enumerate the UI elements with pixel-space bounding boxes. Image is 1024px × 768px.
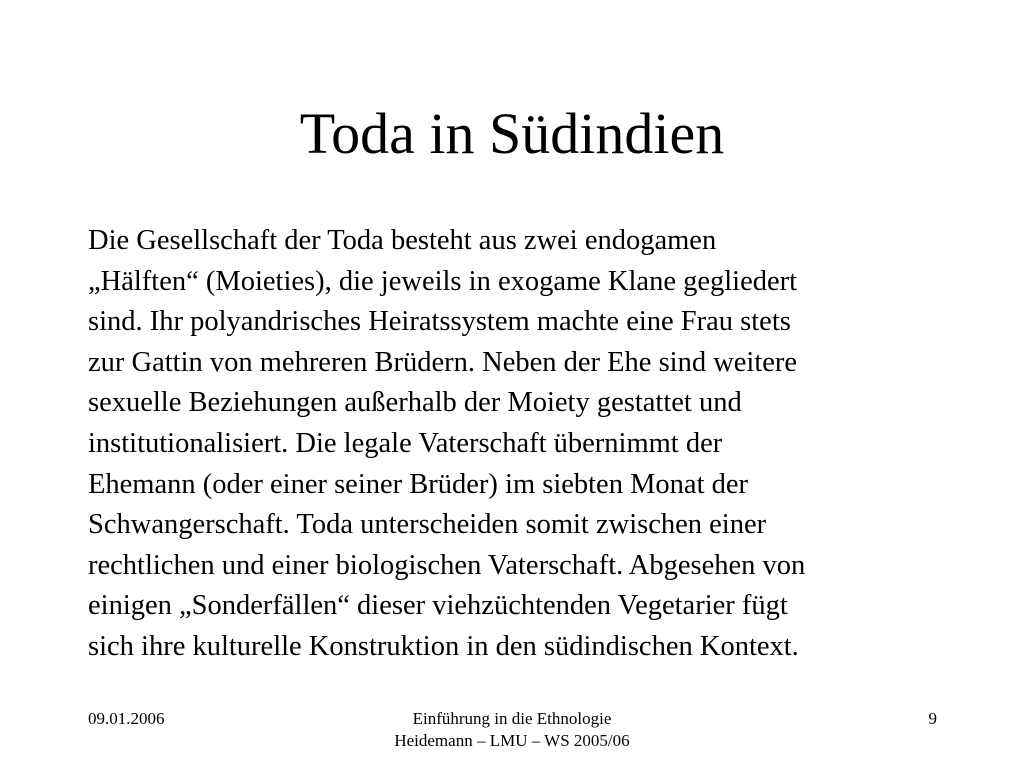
body-line: „Hälften“ (Moieties), die jeweils in exogame Klane gegliedert <box>88 265 798 297</box>
slide-body-text <box>88 221 968 668</box>
body-line: sexuelle Beziehungen außerhalb der Moiety gestattet und <box>88 387 742 419</box>
body-line: Die Gesellschaft der Toda besteht aus zwei endogamen <box>88 225 717 256</box>
footer-date: 09.01.2006 <box>88 709 165 728</box>
body-line: sich ihre kulturelle Konstruktion in den südindischen Kontext. <box>88 630 799 662</box>
footer-course-title: Einführung in die Ethnologie <box>412 709 612 728</box>
slide-title: Toda in Südindien <box>299 101 725 166</box>
body-line: Ehemann (oder einer seiner Brüder) im siebten Monat der <box>88 468 749 500</box>
body-line: rechtlichen und einer biologischen Vaterschaft. Abgesehen von <box>88 549 806 581</box>
body-line: institutionalisiert. Die legale Vaterschaft übernimmt der <box>88 427 723 459</box>
body-line: einigen „Sonderfällen“ dieser viehzüchtenden Vegetarier fügt <box>88 590 788 622</box>
footer-lecturer: Heidemann – LMU – WS 2005/06 <box>394 731 630 750</box>
body-line: zur Gattin von mehreren Brüdern. Neben der Ehe sind weitere <box>88 346 798 378</box>
footer-page-number: 9 <box>928 709 937 728</box>
footer-course-info <box>312 708 712 752</box>
body-line: sind. Ihr polyandrisches Heiratssystem machte eine Frau stets <box>88 306 791 338</box>
body-line: Schwangerschaft. Toda unterscheiden somit zwischen einer <box>88 509 767 541</box>
